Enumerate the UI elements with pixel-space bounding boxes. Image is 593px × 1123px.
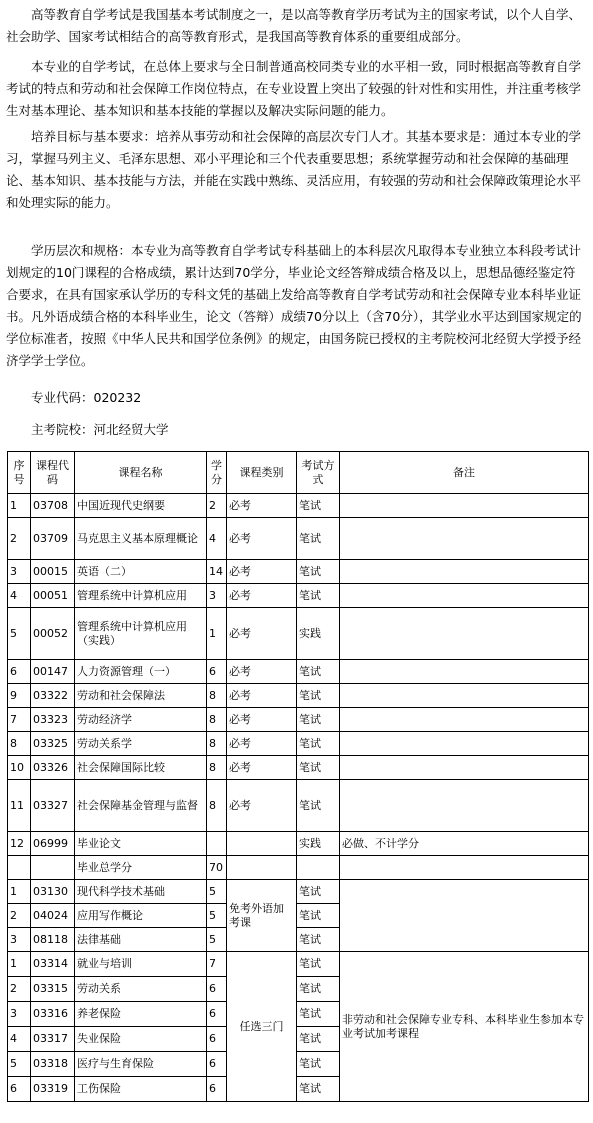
cell-method: 笔试	[297, 708, 340, 732]
table-header	[8, 452, 589, 494]
cell-index: 4	[8, 1027, 31, 1052]
cell-name: 劳动和社会保障法	[75, 684, 207, 708]
table-row	[8, 732, 589, 756]
cell-empty	[8, 856, 31, 880]
cell-method: 笔试	[297, 660, 340, 684]
cell-code: 03709	[31, 518, 75, 560]
cell-name: 社会保障基金管理与监督	[75, 780, 207, 832]
cell-index: 3	[8, 1002, 31, 1027]
cell-name: 马克思主义基本原理概论	[75, 518, 207, 560]
cell-method: 笔试	[297, 952, 340, 977]
cell-index: 1	[8, 880, 31, 904]
cell-credit: 14	[207, 560, 227, 584]
cell-note	[340, 560, 589, 584]
total-row	[8, 856, 589, 880]
cell-code: 03319	[31, 1077, 75, 1102]
cell-index: 4	[8, 584, 31, 608]
exam-school: 主考院校：河北经贸大学	[31, 422, 169, 437]
cell-code: 03708	[31, 494, 75, 518]
cell-index: 6	[8, 660, 31, 684]
cell-name: 人力资源管理（一）	[75, 660, 207, 684]
cell-note	[340, 732, 589, 756]
table-row	[8, 584, 589, 608]
cell-index: 2	[8, 518, 31, 560]
cell-code: 03327	[31, 780, 75, 832]
cell-note	[340, 880, 589, 952]
cell-name: 毕业论文	[75, 832, 207, 856]
paragraph-degree: 学历层次和规格：本专业为高等教育自学考试专科基础上的本科层次凡取得本专业独立本科段考试计划规定的10门课程的合格成绩，累计达到70学分，毕业论文经答辩成绩合格及以上，思想品德经鉴定符合要求，在具有国家承认学历的专科文凭的基础上发给高等教育自学考试劳动和社会保障专业本科毕业证书。凡外语成绩合格的本科毕业生，论文（答辩）成绩70分以上（含70分），其学业水平达到国家规定的学位标准者，按照《中华人民共和国学位条例》的规定，由国务院已授权的主考院校河北经贸大学授予经济学学士学位。	[6, 243, 582, 368]
cell-credit: 6	[207, 1027, 227, 1052]
cell-note	[340, 684, 589, 708]
table-row	[8, 832, 589, 856]
paragraph-goals: 培养目标与基本要求：培养从事劳动和社会保障的高层次专门人才。其基本要求是：通过本专业的学习，掌握马列主义、毛泽东思想、邓小平理论和三个代表重要思想；系统掌握劳动和社会保障的基础理论、基本知识、基本技能与方法，并能在实践中熟练、灵活应用，有较强的劳动和社会保障政策理论水平和处理实际的能力。	[6, 129, 582, 210]
cell-index: 8	[8, 732, 31, 756]
cell-note	[340, 660, 589, 684]
cell-index: 10	[8, 756, 31, 780]
cell-note	[340, 708, 589, 732]
cell-type: 必考	[227, 518, 297, 560]
cell-method: 笔试	[297, 732, 340, 756]
table-body	[8, 494, 589, 1102]
cell-name: 医疗与生育保险	[75, 1052, 207, 1077]
cell-name: 管理系统中计算机应用（实践）	[75, 608, 207, 660]
cell-method: 笔试	[297, 780, 340, 832]
cell-note	[340, 780, 589, 832]
cell-credit: 6	[207, 977, 227, 1002]
cell-method: 笔试	[297, 1077, 340, 1102]
cell-name: 就业与培训	[75, 952, 207, 977]
cell-index: 3	[8, 560, 31, 584]
cell-type	[227, 832, 297, 856]
table-row	[8, 952, 589, 977]
cell-credit: 7	[207, 952, 227, 977]
cell-credit: 4	[207, 518, 227, 560]
table-row	[8, 494, 589, 518]
total-label: 毕业总学分	[75, 856, 207, 880]
cell-credit: 8	[207, 708, 227, 732]
cell-code: 03318	[31, 1052, 75, 1077]
cell-method: 笔试	[297, 904, 340, 928]
cell-code: 03316	[31, 1002, 75, 1027]
cell-index: 3	[8, 928, 31, 952]
cell-code: 03130	[31, 880, 75, 904]
cell-credit: 1	[207, 608, 227, 660]
cell-method: 笔试	[297, 756, 340, 780]
cell-index: 5	[8, 1052, 31, 1077]
cell-name: 失业保险	[75, 1027, 207, 1052]
header-credit: 学分	[207, 452, 227, 494]
table-row	[8, 708, 589, 732]
cell-note	[340, 756, 589, 780]
table-row	[8, 780, 589, 832]
group2-note: 非劳动和社会保障专业专科、本科毕业生参加本专业考试加考课程	[340, 952, 589, 1102]
cell-method: 笔试	[297, 880, 340, 904]
cell-credit: 6	[207, 1002, 227, 1027]
course-table	[7, 451, 589, 1102]
cell-type: 必考	[227, 660, 297, 684]
table-row	[8, 560, 589, 584]
cell-method: 笔试	[297, 977, 340, 1002]
cell-method: 实践	[297, 832, 340, 856]
cell-credit: 6	[207, 1052, 227, 1077]
cell-note	[340, 608, 589, 660]
cell-type: 必考	[227, 780, 297, 832]
cell-credit: 8	[207, 684, 227, 708]
cell-code: 00147	[31, 660, 75, 684]
cell-index: 2	[8, 977, 31, 1002]
header-index: 序号	[8, 452, 31, 494]
cell-credit: 5	[207, 928, 227, 952]
cell-note	[340, 494, 589, 518]
cell-code: 08118	[31, 928, 75, 952]
cell-type: 必考	[227, 608, 297, 660]
cell-code: 03323	[31, 708, 75, 732]
cell-credit: 8	[207, 756, 227, 780]
cell-index: 5	[8, 608, 31, 660]
cell-code: 04024	[31, 904, 75, 928]
header-code: 课程代码	[31, 452, 75, 494]
cell-note	[340, 518, 589, 560]
table-row	[8, 880, 589, 904]
cell-code: 06999	[31, 832, 75, 856]
cell-credit: 5	[207, 904, 227, 928]
cell-name: 法律基础	[75, 928, 207, 952]
cell-method: 笔试	[297, 560, 340, 584]
cell-credit: 2	[207, 494, 227, 518]
group2-type: 任选三门	[227, 952, 297, 1102]
cell-code: 03317	[31, 1027, 75, 1052]
cell-type: 必考	[227, 756, 297, 780]
table-row	[8, 608, 589, 660]
cell-credit: 6	[207, 1077, 227, 1102]
cell-code: 00015	[31, 560, 75, 584]
cell-credit: 8	[207, 732, 227, 756]
cell-name: 管理系统中计算机应用	[75, 584, 207, 608]
cell-method: 笔试	[297, 928, 340, 952]
cell-index: 6	[8, 1077, 31, 1102]
cell-method: 笔试	[297, 1027, 340, 1052]
table-row	[8, 684, 589, 708]
table-row	[8, 518, 589, 560]
cell-method: 笔试	[297, 1002, 340, 1027]
cell-method: 笔试	[297, 684, 340, 708]
cell-name: 劳动经济学	[75, 708, 207, 732]
cell-method: 笔试	[297, 1052, 340, 1077]
cell-credit: 8	[207, 780, 227, 832]
cell-name: 中国近现代史纲要	[75, 494, 207, 518]
cell-method: 笔试	[297, 584, 340, 608]
cell-method: 实践	[297, 608, 340, 660]
cell-name: 工伤保险	[75, 1077, 207, 1102]
cell-name: 应用写作概论	[75, 904, 207, 928]
cell-code: 00051	[31, 584, 75, 608]
major-code: 专业代码：020232	[31, 390, 142, 405]
header-name: 课程名称	[75, 452, 207, 494]
cell-credit: 5	[207, 880, 227, 904]
paragraph-intro: 高等教育自学考试是我国基本考试制度之一，是以高等教育学历考试为主的国家考试，以个人自学、社会助学、国家考试相结合的高等教育形式，是我国高等教育体系的重要组成部分。	[6, 7, 582, 44]
cell-name: 社会保障国际比较	[75, 756, 207, 780]
cell-index: 9	[8, 684, 31, 708]
total-value: 70	[207, 856, 227, 880]
cell-code: 03326	[31, 756, 75, 780]
cell-index: 1	[8, 952, 31, 977]
header-method: 考试方式	[297, 452, 340, 494]
cell-note	[340, 584, 589, 608]
table-row	[8, 660, 589, 684]
cell-code: 03322	[31, 684, 75, 708]
cell-type: 必考	[227, 708, 297, 732]
cell-type: 必考	[227, 560, 297, 584]
cell-name: 劳动关系学	[75, 732, 207, 756]
cell-code: 00052	[31, 608, 75, 660]
cell-index: 7	[8, 708, 31, 732]
cell-index: 1	[8, 494, 31, 518]
cell-credit	[207, 832, 227, 856]
cell-type: 必考	[227, 732, 297, 756]
cell-empty	[340, 856, 589, 880]
cell-index: 11	[8, 780, 31, 832]
cell-type: 必考	[227, 494, 297, 518]
table-row	[8, 756, 589, 780]
cell-credit: 3	[207, 584, 227, 608]
cell-method: 笔试	[297, 494, 340, 518]
header-type: 课程类别	[227, 452, 297, 494]
cell-method: 笔试	[297, 518, 340, 560]
cell-code: 03325	[31, 732, 75, 756]
cell-type: 必考	[227, 584, 297, 608]
header-note: 备注	[340, 452, 589, 494]
cell-name: 英语（二）	[75, 560, 207, 584]
cell-name: 养老保险	[75, 1002, 207, 1027]
cell-code: 03315	[31, 977, 75, 1002]
group1-type: 免考外语加考课	[227, 880, 297, 952]
cell-empty	[31, 856, 75, 880]
cell-index: 12	[8, 832, 31, 856]
paragraph-requirements: 本专业的自学考试，在总体上要求与全日制普通高校同类专业的水平相一致，同时根据高等教育自学考试的特点和劳动和社会保障工作岗位特点，在专业设置上突出了较强的针对性和实用性，并注重考核学生对基本理论、基本知识和基本技能的掌握以及解决实际问题的能力。	[6, 59, 582, 118]
cell-credit: 6	[207, 660, 227, 684]
cell-name: 劳动关系	[75, 977, 207, 1002]
cell-empty	[227, 856, 297, 880]
cell-name: 现代科学技术基础	[75, 880, 207, 904]
cell-note: 必做、不计学分	[340, 832, 589, 856]
cell-index: 2	[8, 904, 31, 928]
cell-empty	[297, 856, 340, 880]
cell-code: 03314	[31, 952, 75, 977]
cell-type: 必考	[227, 684, 297, 708]
